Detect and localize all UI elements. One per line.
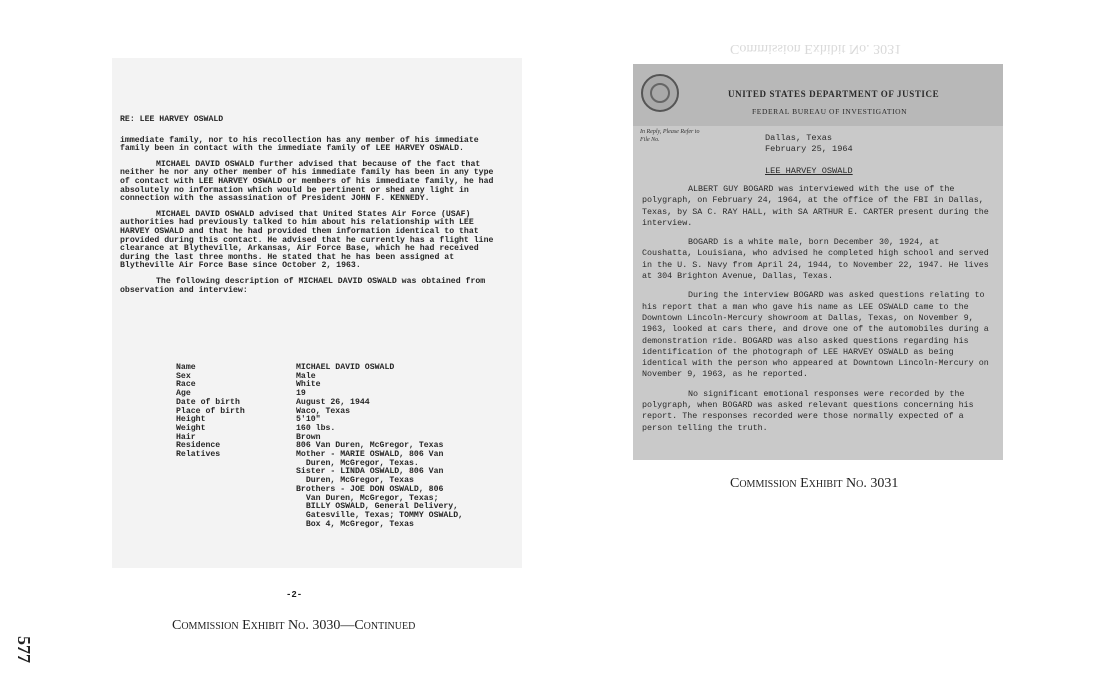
description-label: Place of birth [176, 406, 245, 416]
description-value-line: Van Duren, McGregor, Texas; [296, 493, 439, 503]
description-value [296, 451, 508, 529]
description-label: Relatives [176, 450, 221, 460]
description-value-line: Sister - LINDA OSWALD, 806 Van [296, 467, 444, 477]
description-value-line: MICHAEL DAVID OSWALD [296, 363, 395, 372]
left-document-text [120, 116, 508, 302]
description-value-line: 806 Van Duren, McGregor, Texas [296, 441, 444, 451]
description-row [176, 408, 508, 417]
description-row [176, 364, 508, 373]
left-paragraph-4: The following description of MICHAEL DAVID OSWALD was obtained from observation and interview: [120, 276, 486, 295]
description-label: Height [176, 415, 206, 425]
description-value-line: Box 4, McGregor, Texas [296, 519, 414, 529]
description-value-line: Mother - MARIE OSWALD, 806 Van [296, 450, 444, 460]
description-table [176, 364, 508, 529]
dept-heading: UNITED STATES DEPARTMENT OF JUSTICE [728, 89, 940, 99]
description-value-line: Gatesville, Texas; TOMMY OSWALD, [296, 510, 464, 520]
right-paragraph-2: BOGARD is a white male, born December 30, 1924, at Coushatta, Louisiana, who advised he completed high school and served in the U. S. Navy from April 24, 1944, to November 22, 1947. He lives at 304 Brighton Avenue, Dallas, Texas. [642, 237, 989, 282]
description-value-line: Waco, Texas [296, 406, 351, 416]
caption-left: Commission Exhibit No. 3030—Continued [172, 618, 416, 633]
description-value-line: 19 [296, 389, 306, 399]
description-value [296, 425, 508, 434]
right-paragraph-3: During the interview BOGARD was asked questions relating to his report that a man who gave his name as LEE OSWALD came to the Downtown Lincoln-Mercury showroom at Dallas, Texas, on November 9, 1963, looked at cars there, and drove one of the automobiles during a demonstration ride. BOGARD was also asked questions regarding his identification of the photograph of LEE HARVEY OSWALD as being identical with the person who appeared at Downtown Lincoln-Mercury on November 9, 1963, as he reported. [642, 290, 989, 380]
description-label: Date of birth [176, 397, 240, 407]
description-label: Race [176, 380, 196, 390]
subject-line: LEE HARVEY OSWALD [765, 166, 853, 176]
caption-right: Commission Exhibit No. 3031 [730, 476, 899, 491]
description-value [296, 381, 508, 390]
description-value-line: White [296, 380, 321, 390]
description-label: Residence [176, 441, 221, 451]
description-value-line: Duren, McGregor, Texas [296, 476, 414, 486]
page-number: -2- [286, 590, 303, 600]
description-row [176, 425, 508, 434]
description-row [176, 373, 508, 382]
reply-line-2: File No. [640, 137, 660, 143]
place: Dallas, Texas [765, 133, 833, 143]
date: February 25, 1964 [765, 144, 853, 154]
description-value [296, 364, 508, 373]
bleed-through-header-right: Commission Exhibit No. 3031 [730, 41, 902, 56]
description-value-line: Brothers - JOE DON OSWALD, 806 [296, 484, 444, 494]
description-value-line: Male [296, 371, 316, 381]
description-value-line: BILLY OSWALD, General Delivery, [296, 502, 459, 512]
description-label: Sex [176, 371, 191, 381]
description-label: Hair [176, 432, 196, 442]
description-label: Name [176, 363, 196, 372]
description-value [296, 408, 508, 417]
description-value-line: 5'10" [296, 415, 321, 425]
fbi-seal-icon [641, 74, 679, 112]
reply-line-1: In Reply, Please Refer to [640, 129, 700, 135]
description-value-line: Duren, McGregor, Texas. [296, 458, 419, 468]
description-row [176, 381, 508, 390]
right-paragraph-4: No significant emotional responses were recorded by the polygraph, when BOGARD was asked relevant questions concerning his report. The responses recorded were those normally expected of a person telling the truth. [642, 388, 974, 433]
left-paragraph-2: MICHAEL DAVID OSWALD further advised that because of the fact that neither he nor any other member of his immediate family has been in any type of contact with LEE HARVEY OSWALD or members of his immediate family, he had absolutely no information which would be pertinent or shed any light in connection with the assassination of President JOHN F. KENNEDY. [120, 159, 494, 204]
bureau-heading: FEDERAL BUREAU OF INVESTIGATION [752, 107, 908, 116]
reply-reference [640, 128, 699, 144]
description-label: Age [176, 389, 191, 399]
description-label: Weight [176, 423, 206, 433]
description-row [176, 451, 508, 529]
description-value-line: Brown [296, 432, 321, 442]
description-row [176, 416, 508, 425]
description-value-line: August 26, 1944 [296, 397, 370, 407]
left-paragraph-3: MICHAEL DAVID OSWALD advised that United States Air Force (USAF) authorities had previously talked to him about his relationship with LEE HARVEY OSWALD and that he had provided them information identical to that provided during this contact. He advised that he currently has a flight line clearance at Blytheville, Arkansas, Air Force Base, which he had received during the last three months. He stated that he has been assigned at Blytheville Air Force Base since October 2, 1963. [120, 209, 494, 271]
left-paragraph-1: immediate family, nor to his recollection has any member of his immediate family been in contact with the immediate family of LEE HARVEY OSWALD. [120, 135, 479, 154]
description-value-line: 160 lbs. [296, 423, 336, 433]
side-page-number: 577 [14, 636, 34, 663]
re-line: RE: LEE HARVEY OSWALD [120, 115, 224, 124]
right-document-text [642, 184, 994, 442]
right-paragraph-1: ALBERT GUY BOGARD was interviewed with the use of the polygraph, on February 24, 1964, at the office of the FBI in Dallas, Texas, by SA C. RAY HALL, with SA ARTHUR E. CARTER present during the interview. [642, 184, 989, 228]
description-value [296, 373, 508, 382]
place-date [765, 133, 853, 155]
